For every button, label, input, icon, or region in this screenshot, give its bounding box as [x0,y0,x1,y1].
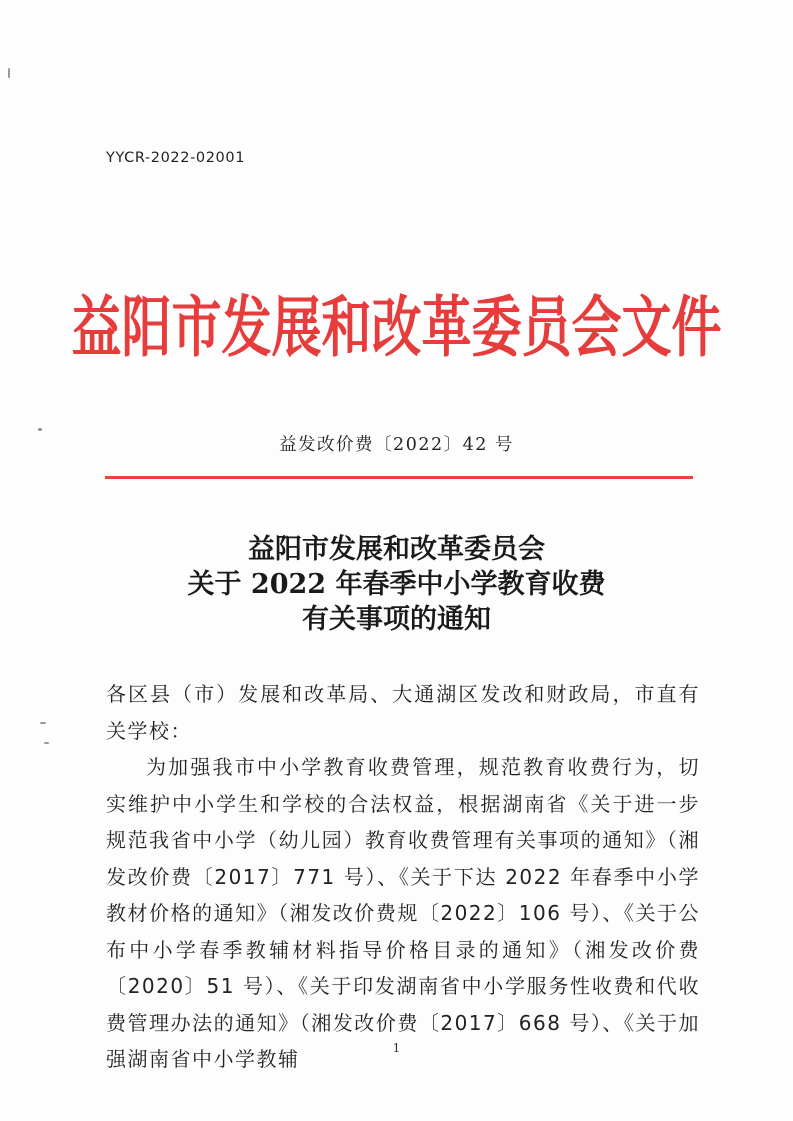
document-id: YYCR-2022-02001 [106,150,246,166]
scan-mark [44,742,49,744]
body-paragraph: 为加强我市中小学教育收费管理，规范教育收费行为，切实维护中小学生和学校的合法权益，根据湖南省《关于进一步规范我省中小学（幼儿园）教育收费管理有关事项的通知》（湘发改价费〔2017〕771 号）、《关于下达 2022 年春季中小学教材价格的通知》（湘发改价费规〔2022〕106 号）、《关于公布中小学春季教辅材料指导价格目录的通知》（湘发改价费〔2020〕51 号）、《关于印发湖南省中小学服务性收费和代收费管理办法的通知》（湘发改价费〔2017〕668 号）、《关于加强湖南省中小学教辅 [106,755,700,1071]
red-divider-line [105,476,693,479]
document-title [0,532,793,637]
issuing-organization-header: 益阳市发展和改革委员会文件 [71,287,722,366]
document-body [106,676,700,1078]
title-line-3: 有关事项的通知 [302,604,491,635]
page-number: 1 [392,1041,401,1055]
document-number: 益发改价费〔2022〕42 号 [279,435,514,455]
recipients-line: 各区县（市）发展和改革局、大通湖区发改和财政局，市直有关学校： [106,682,700,743]
title-line-1: 益阳市发展和改革委员会 [248,534,545,565]
scan-mark [40,722,46,724]
title-line-2: 关于 2022 年春季中小学教育收费 [187,569,606,600]
scan-mark [8,68,10,78]
